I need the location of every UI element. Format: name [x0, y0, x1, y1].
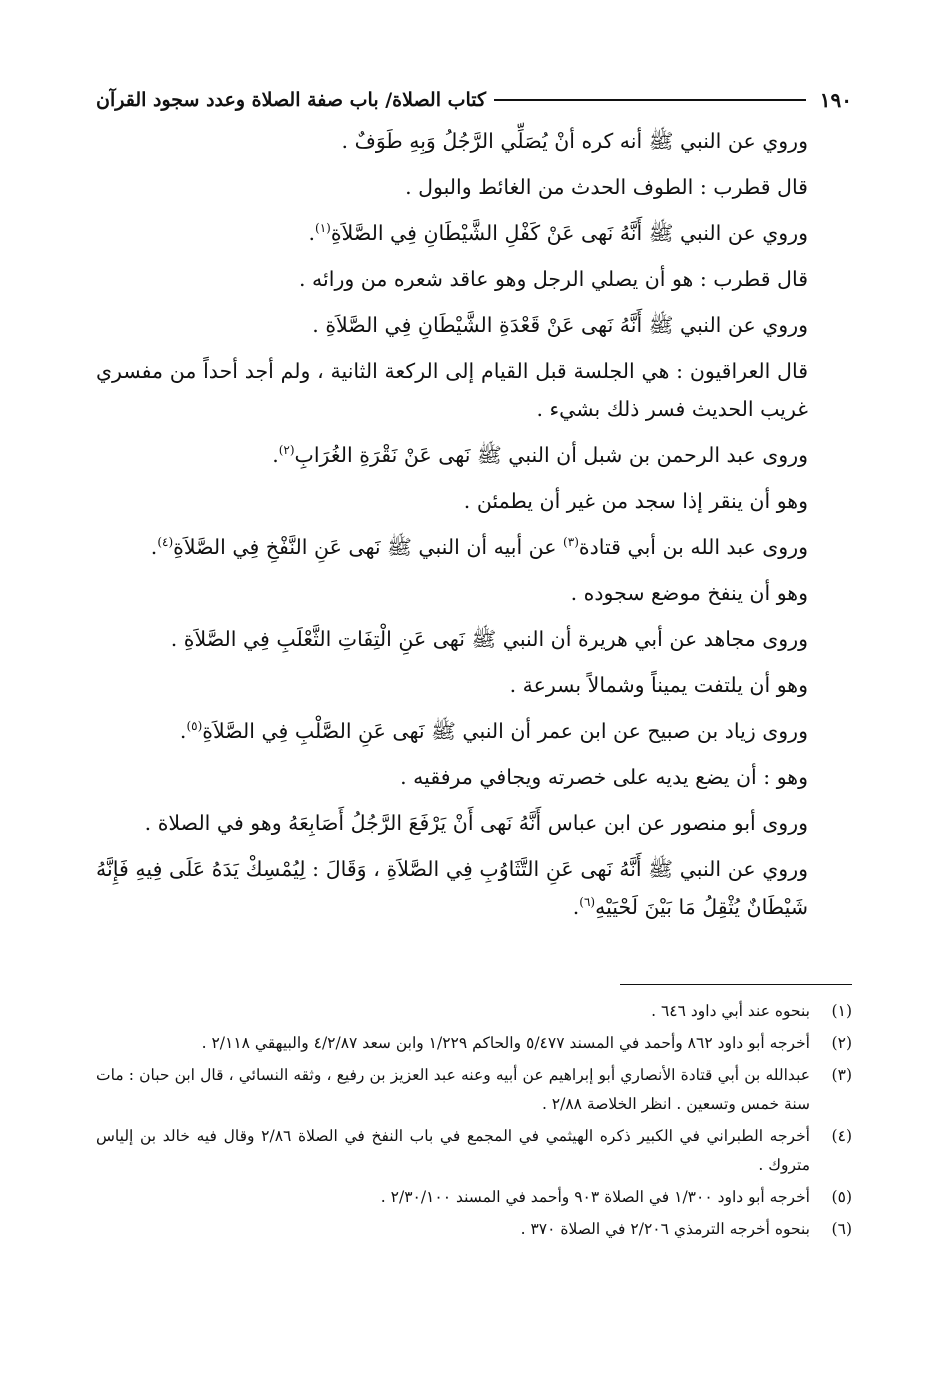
running-title: كتاب الصلاة/ باب صفة الصلاة وعدد سجود القرآن	[96, 89, 487, 111]
paragraph: وهو أن ينقر إذا سجد من غير أن يطمئن .	[463, 489, 808, 513]
paragraph: وروى عبد الله بن أبي قتادة$^{(٣)}$ عن أبيه أن النبي ﷺ نَهى عَنِ النَّفْخِ فِي الصَّلاَةِ$^{(٤)}$.	[150, 535, 808, 559]
paragraph: قال قطرب : هو أن يصلي الرجل وهو عاقد شعره من ورائه .	[299, 267, 808, 291]
footnote	[96, 1183, 852, 1212]
footnote-number: (٢)	[831, 1034, 852, 1052]
footnote-ref[interactable]: (١)	[315, 221, 331, 236]
footnote	[96, 1061, 852, 1119]
paragraph: قال قطرب : الطوف الحدث من الغائط والبول .	[405, 175, 808, 199]
page-number: ١٩٠	[819, 88, 852, 112]
paragraph: وروى مجاهد عن أبي هريرة أن النبي ﷺ نَهى عَنِ الْتِفَاتِ الثَّعْلَبِ فِي الصَّلاَةِ .	[170, 627, 808, 651]
footnote-number: (١)	[831, 1002, 852, 1020]
paragraph: وهو أن ينفخ موضع سجوده .	[570, 581, 808, 605]
paragraph: وروي عن النبي ﷺ أَنَّهُ نَهى عَنْ قَعْدَةِ الشَّيْطَانِ فِي الصَّلاَةِ .	[312, 313, 808, 337]
footnote-text: أخرجه أبو داود ٨٦٢ وأحمد في المسند ٥/٤٧٧ والحاكم ١/٢٢٩ وابن سعد ٤/٢/٨٧ والبيهقي ٢/١١٨ .	[201, 1034, 810, 1052]
footnote-number: (٦)	[831, 1220, 852, 1238]
footnote-number: (٤)	[831, 1127, 852, 1145]
footnote-separator	[620, 984, 852, 985]
paragraph: وروي عن النبي ﷺ أَنَّهُ نَهى عَنْ كَفْلِ الشَّيْطَانِ فِي الصَّلاَةِ$^{(١)}$.	[308, 221, 808, 245]
header-rule	[494, 99, 806, 101]
footnote-ref[interactable]: (٥)	[186, 719, 203, 734]
paragraph: وروى زياد بن صبيح عن ابن عمر أن النبي ﷺ نَهى عَنِ الصَّلْبِ فِي الصَّلاَةِ$^{(٥)}$.	[179, 719, 808, 743]
paragraph: وهو أن يلتفت يميناً وشمالاً بسرعة .	[509, 673, 808, 697]
paragraph: وروي عن النبي ﷺ أَنَّهُ نَهى عَنِ التَّثَاوُبِ فِي الصَّلاَةِ ، وَقَالَ : لِيُمْسِكْ يَدَهُ عَلَى فِيهِ فَإِنَّهُ شَيْطَانٌ يُثْقِلُ مَا بَيْنَ لَحْيَيْهِ$^{(٦)}$.	[96, 857, 808, 919]
footnote	[96, 997, 852, 1026]
footnote-text: بنحوه عند أبي داود ٦٤٦ .	[651, 1002, 810, 1020]
paragraph: وروي عن النبي ﷺ أنه كره أنْ يُصَلِّي الرَّجُلُ وَبِهِ طَوَفٌ .	[341, 129, 808, 153]
footnote	[96, 1122, 852, 1180]
paragraph: وروى عبد الرحمن بن شبل أن النبي ﷺ نَهى عَنْ نَقْرَةِ الغُرَابِ$^{(٢)}$.	[272, 443, 808, 467]
footnotes	[96, 997, 852, 1244]
book-page	[96, 84, 852, 1247]
footnote-number: (٥)	[831, 1188, 852, 1206]
footnote-ref[interactable]: (٢)	[278, 443, 295, 458]
footnote-ref[interactable]: (٦)	[579, 895, 596, 910]
footnote-text: أخرجه الطبراني في الكبير ذكره الهيثمي في المجمع في باب النفخ في الصلاة ٢/٨٦ وقال فيه خالد بن إلياس متروك .	[96, 1127, 810, 1174]
footnote	[96, 1215, 852, 1244]
running-header	[96, 84, 852, 116]
paragraph: قال العراقيون : هي الجلسة قبل القيام إلى الركعة الثانية ، ولم أجد أحداً من مفسري غريب الحديث فسر ذلك بشيء .	[96, 359, 808, 421]
footnote-ref[interactable]: (٣)	[563, 535, 579, 550]
footnote-ref[interactable]: (٤)	[157, 535, 174, 550]
paragraph: وهو : أن يضع يديه على خصرته ويجافي مرفقيه .	[400, 765, 808, 789]
main-text	[96, 122, 852, 926]
footnote-text: بنحوه أخرجه الترمذي ٢/٢٠٦ في الصلاة ٣٧٠ .	[520, 1220, 810, 1238]
paragraph: وروى أبو منصور عن ابن عباس أَنَّهُ نَهى أَنْ يَرْفَعَ الرَّجُلُ أَصَابِعَهُ وهو في الصلاة .	[144, 811, 808, 835]
footnote-text: عبدالله بن أبي قتادة الأنصاري أبو إبراهيم عن أبيه وعنه عبد العزيز بن رفيع ، وثقه النسائي ، قال ابن حبان : مات سنة خمس وتسعين . انظر الخلاصة ٢/٨٨ .	[96, 1066, 810, 1113]
footnote	[96, 1029, 852, 1058]
footnote-text: أخرجه أبو داود ١/٣٠٠ في الصلاة ٩٠٣ وأحمد في المسند ٢/٣٠/١٠٠ .	[380, 1188, 810, 1206]
footnote-number: (٣)	[831, 1066, 852, 1084]
